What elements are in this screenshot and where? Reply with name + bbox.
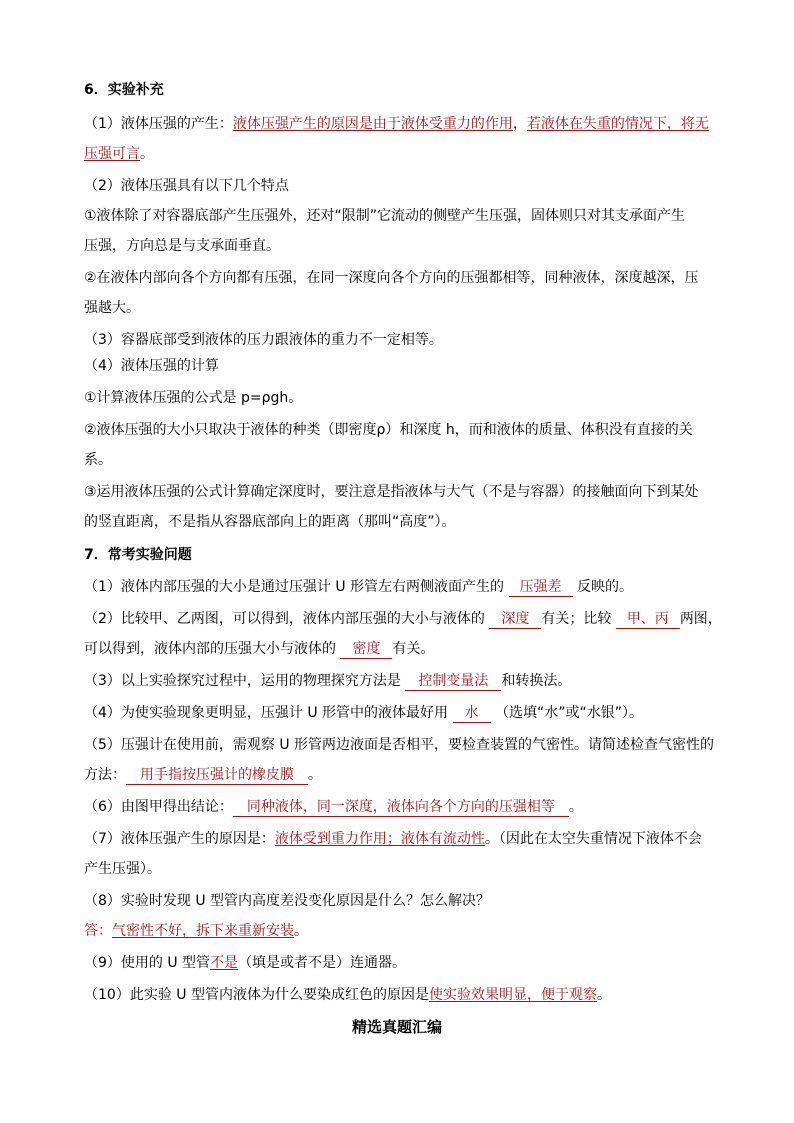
para-2b: ②在液体内部向各个方向都有压强，在同一深度向各个方向的压强都相等，同种液体，深度越深，压: [84, 270, 699, 286]
para-3: （3）容器底部受到液体的压力跟液体的重力不一定相等。: [84, 332, 443, 348]
question-4: （4）为使实验现象更明显，压强计 U 形管中的液体最好用 水 （选填“水”或“水银”）。: [84, 705, 643, 721]
para-2a-cont: 压强，方向总是与支承面垂直。: [84, 238, 280, 254]
answer-text: 压强可言: [84, 146, 140, 162]
para-2: （2）液体压强具有以下几个特点: [84, 178, 289, 194]
question-5-cont: 方法： 用手指按压强计的橡皮膜 。: [84, 767, 322, 783]
para-4c: ③运用液体压强的公式计算确定深度时，要注意是指液体与大气（不是与容器）的接触面向下到某处: [84, 484, 699, 500]
question-6: （6）由图甲得出结论： 同种液体，同一深度，液体向各个方向的压强相等 。: [84, 799, 583, 815]
question-2-cont: 可以得到，液体内部的压强大小与液体的 密度 有关。: [84, 641, 435, 657]
answer-blank: 水: [453, 704, 491, 723]
answer-text: 液体受到重力作用；液体有流动性: [274, 831, 485, 847]
para-1-cont: 压强可言。: [84, 146, 154, 162]
answer-text: 液体压强产生的原因是由于液体受重力的作用: [232, 116, 513, 132]
answer-blank: 甲、丙: [616, 610, 680, 629]
question-7: （7）液体压强产生的原因是：液体受到重力作用；液体有流动性。（因此在太空失重情况下液体不会: [84, 831, 702, 847]
para-4b: ②液体压强的大小只取决于液体的种类（即密度ρ）和深度 h，而和液体的质量、体积没有直接的关: [84, 422, 693, 438]
section-6-title: 6．实验补充: [84, 82, 164, 98]
question-8-answer: 答：气密性不好，拆下来重新安装。: [84, 923, 308, 939]
para-4b-cont: 系。: [84, 452, 112, 468]
para-2a: ①液体除了对容器底部产生压强外，还对“限制”它流动的侧壁产生压强，固体则只对其支承面产生: [84, 208, 686, 224]
answer-text: 使实验效果明显，便于观察: [428, 987, 597, 1003]
section-7-title: 7．常考实验问题: [84, 547, 192, 563]
question-9: （9）使用的 U 型管不是（填是或者不是）连通器。: [84, 955, 407, 971]
question-1: （1）液体内部压强的大小是通过压强计 U 形管左右两侧液面产生的 压强差 反映的。: [84, 579, 633, 595]
answer-text: 若液体在失重的情况下，将无: [526, 116, 709, 132]
answer-blank: 同种液体，同一深度，液体向各个方向的压强相等: [233, 798, 569, 817]
answer-blank: 压强差: [509, 578, 573, 597]
question-10: （10）此实验 U 型管内液体为什么要染成红色的原因是使实验效果明显，便于观察。: [84, 987, 611, 1003]
question-7-cont: 产生压强）。: [84, 861, 161, 877]
answer-blank: 密度: [340, 640, 392, 659]
question-2: （2）比较甲、乙两图，可以得到，液体内部压强的大小与液体的 深度 有关；比较 甲、丙 两图，: [84, 611, 722, 627]
footer-section-title: 精选真题汇编: [351, 1018, 442, 1036]
para-4c-cont: 的竖直距离，不是指从容器底部向上的距离（那叫“高度”）。: [84, 514, 456, 530]
question-8: （8）实验时发现 U 型管内高度差没变化原因是什么？怎么解决？: [84, 893, 491, 909]
question-3: （3）以上实验探究过程中，运用的物理探究方法是 控制变量法 和转换法。: [84, 673, 572, 689]
para-2b-cont: 强越大。: [84, 300, 140, 316]
answer-blank: 用手指按压强计的橡皮膜: [126, 766, 308, 785]
para-4a: ①计算液体压强的公式是 p=ρgh。: [84, 390, 303, 406]
para-1: （1）液体压强的产生：液体压强产生的原因是由于液体受重力的作用，若液体在失重的情况下，将无: [84, 116, 709, 132]
answer-blank: 深度: [489, 610, 541, 629]
para-4: （4）液体压强的计算: [84, 358, 219, 374]
answer-text: 不是: [210, 955, 239, 971]
answer-blank: 控制变量法: [405, 672, 501, 691]
answer-text: 气密性不好，拆下来重新安装: [112, 923, 294, 939]
question-5: （5）压强计在使用前，需观察 U 形管两边液面是否相平，要检查装置的气密性。请简述检查气密性的: [84, 737, 715, 753]
